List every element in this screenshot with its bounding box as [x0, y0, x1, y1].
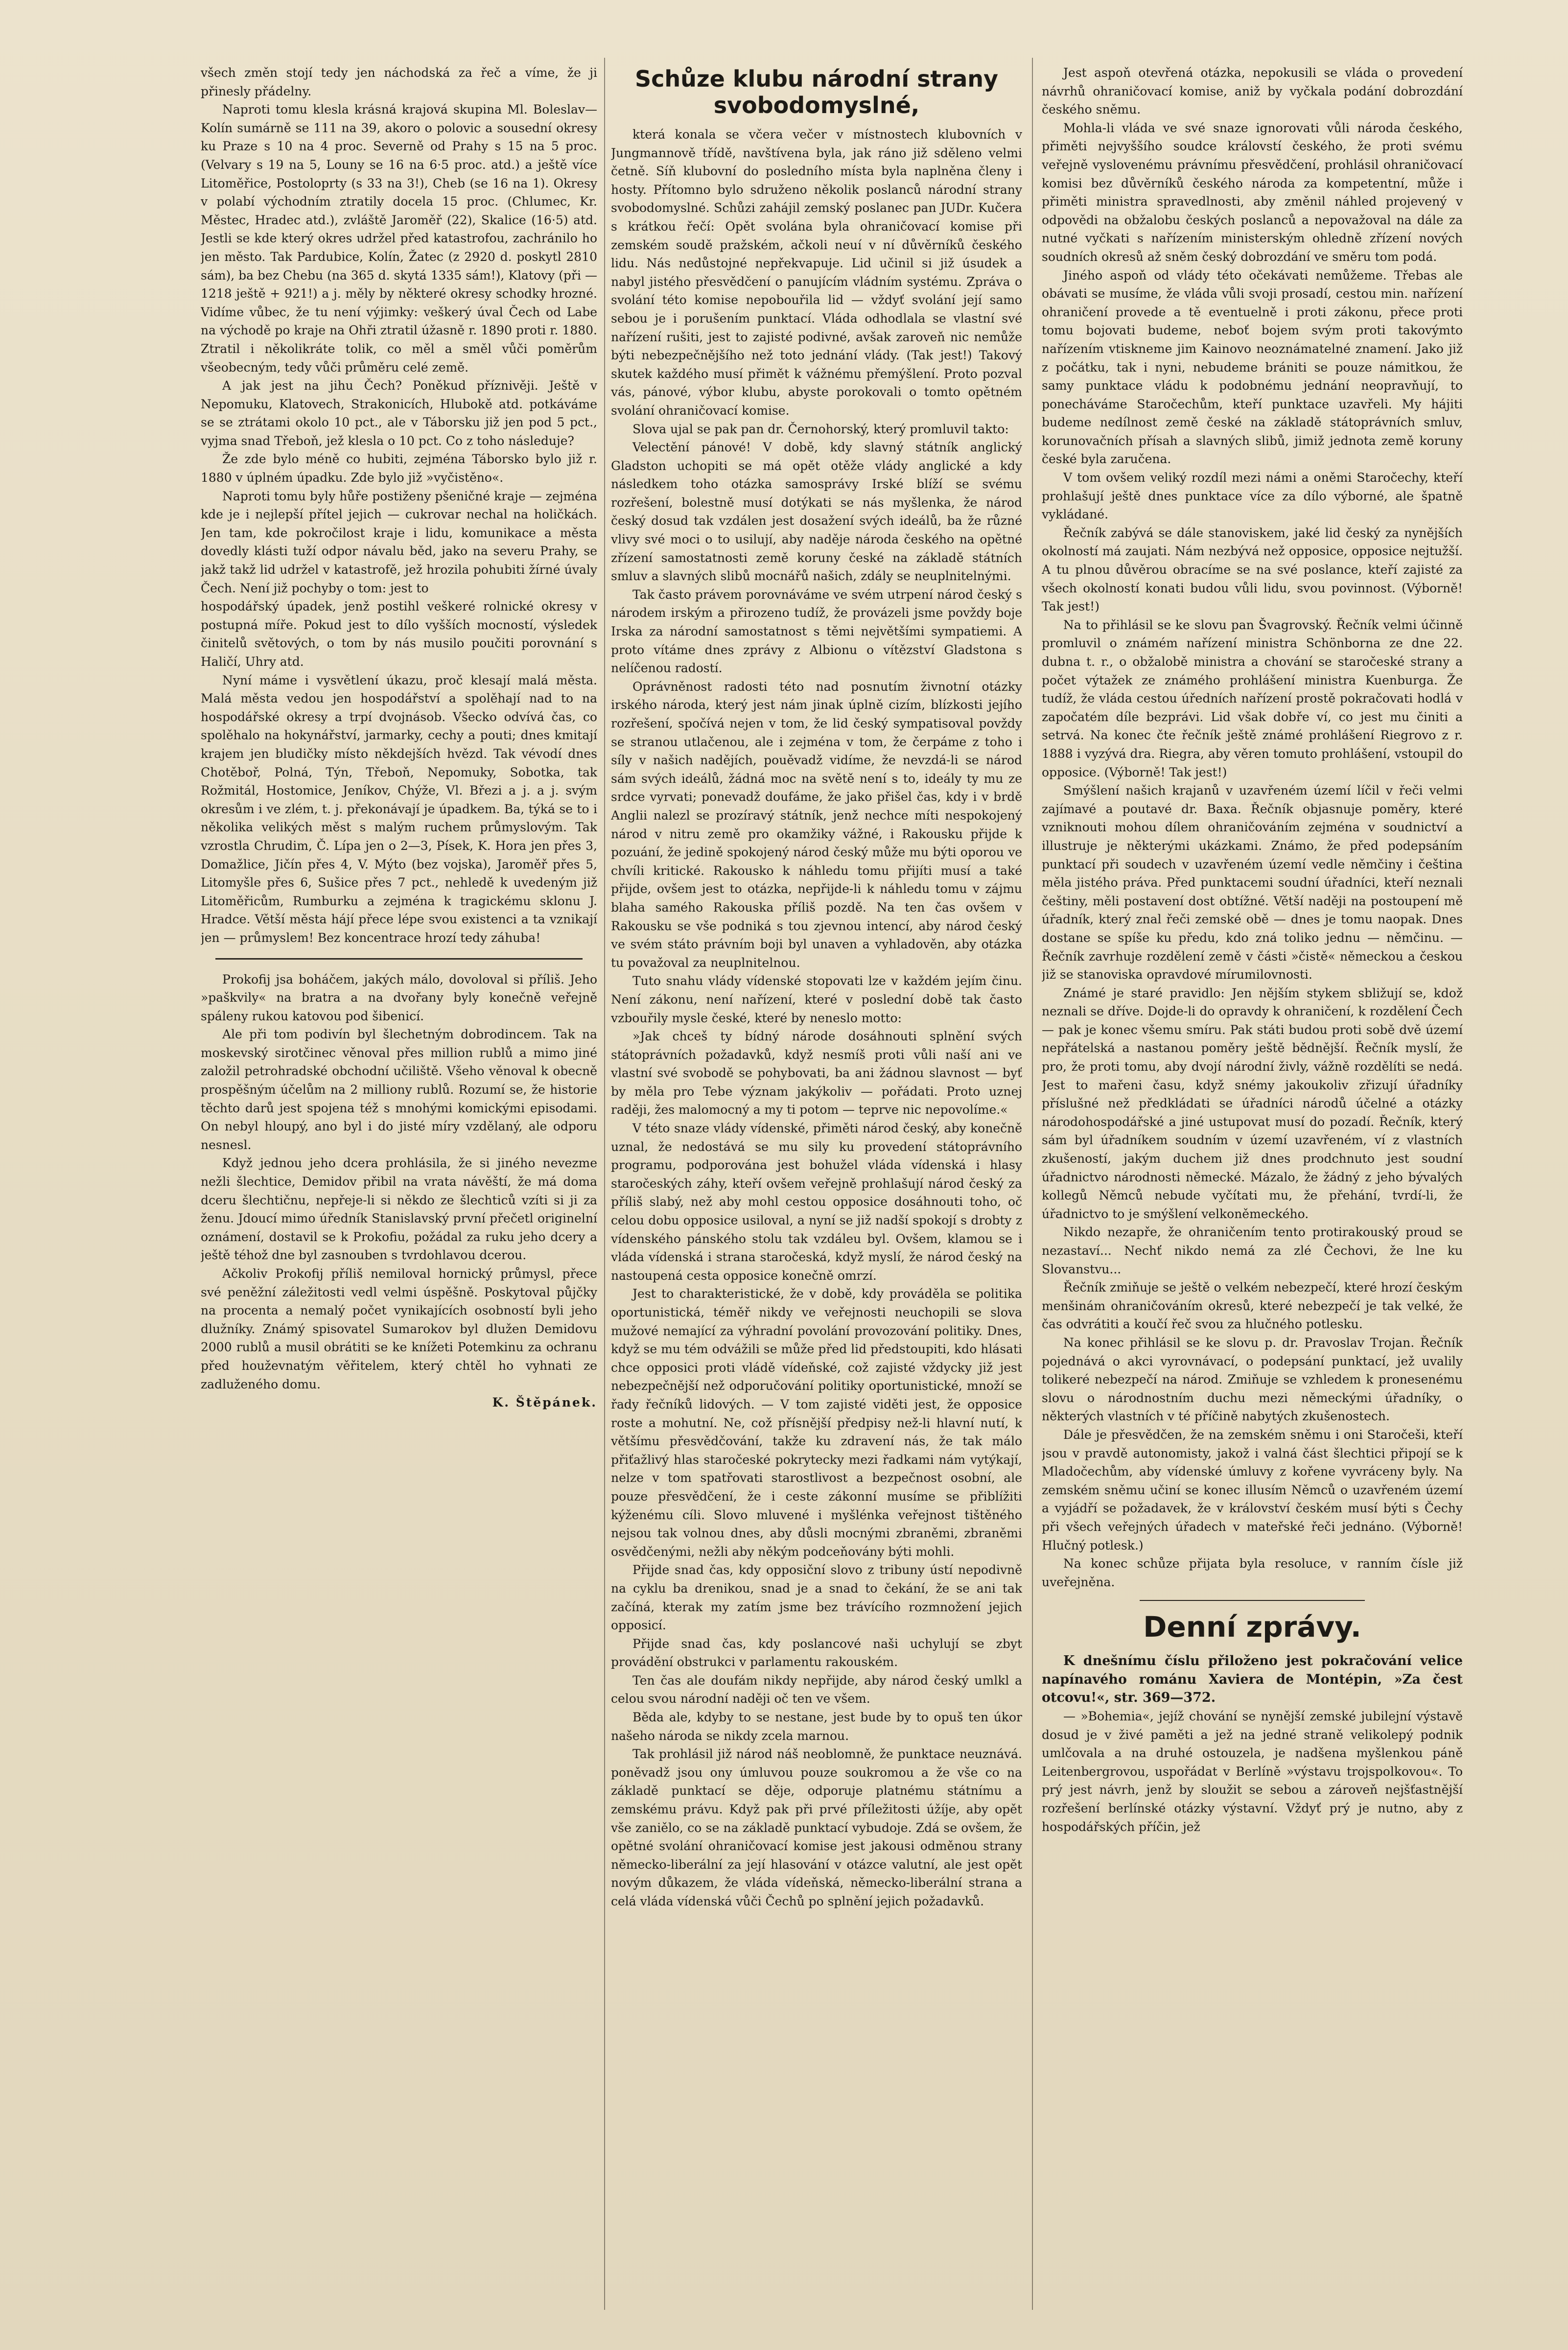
paragraph: Prokofij jsa boháčem, jakých málo, dovoloval si příliš. Jeho »paškvily« na bratra a na dvořany byly konečně veřejně spáleny rukou katovou pod šibenicí. — [201, 972, 597, 1023]
paragraph: všech změn stojí tedy jen náchodská za řeč a víme, že ji přinesly přádelny. — [201, 66, 597, 98]
paragraph: V této snaze vlády vídenské, přiměti národ český, aby konečně uznal, že nedostává se mu sily ku provedení státoprávního programu, podporována jest bohužel vláda vídenská i hlasy staročeských záhy, kteří ovšem veřejně prohlašují národ český za příliš slabý, než aby mohl cestou opposice dosáhnouti toho, oč celou dobu opposice usiloval, a nyní se již nadší spokojí s drobty z vídenského pánského stolu tak vzdáleu byl. Ovšem, klamou se i vláda vídenská i strana staročeská, když myslí, že národ český na nastoupená cesta opposice konečně omrzí. — [611, 1121, 1022, 1283]
paragraph: V tom ovšem veliký rozdíl mezi námi a oněmi Staročechy, kteří prohlašují ještě dnes punktace více za dílo výborné, ale špatně vykládané. — [1042, 470, 1463, 522]
paragraph: Jiného aspoň od vlády této očekávati nemůžeme. Třebas ale obávati se musíme, že vláda vůli svoji prosadí, cestou min. nařízení ohraničení provede a tě eventuelně i proti zákonu, přece proti tomu bojovati budeme, neboť bojem svým proti takovýmto nařízením vtiskneme jim Kainovo neoznámatelné znamení. Jako již z počátku, tak i nyni, nebudeme brániti se pouze námitkou, že samy punktace vládu k podobnému jednání neopravňují, to ponecháváme Staročechům, kteří punktace uzavřeli. My hájiti budeme nedílnost země české na základě státoprávních smluv, korunovačních přísah a slavných slibů, jimiž jednota země koruny české byla zaručena. — [1042, 268, 1463, 467]
paragraph: Naproti tomu klesla krásná krajová skupina Ml. Boleslav—Kolín sumárně se 111 na 39, akoro o polovic a sousední okresy ku Praze s 10 na 4 proc. Severně od Prahy s 15 na 5 proc. (Velvary s 19 na 5, Louny se 16 na 6·5 proc. atd.) a ještě více Litoměřice, Postoloprty (s 33 na 3!), Cheb (se 16 na 1). Okresy v polabí východním ztratily docela 15 proc. (Chlumec, Kr. Městec, Hradec atd.), zvláště Jaroměř (22), Skalice (16·5) atd. Jestli se kde který okres udržel před katastrofou, zachránilo ho jen město. Tak Pardubice, Kolín, Žatec (z 2920 d. poskytl 2810 sám), ba bez Chebu (na 365 d. skytá 1335 sám!), Klatovy (při — 1218 ještě + 921!) a j. měly by některé okresy schodky hrozné. Vidíme vůbec, že tu není výjimky: veškerý úval Čech od Labe na východě po kraje na Ohři ztratil úžasně r. 1890 proti r. 1880. Ztratil i několikráte tolik, co měl a směl vůči poměrům všeobecným, tedy vůči průměru celé země. — [201, 102, 597, 375]
column-right — [1042, 64, 1463, 2296]
column-left — [201, 64, 597, 2296]
paragraph: Jest aspoň otevřená otázka, nepokusili se vláda o provedení návrhů ohraničovací komise, aniž by vyčkala podání dobrozdání českého sněmu. — [1042, 66, 1463, 117]
quote-paragraph: »Jak chceš ty bídný národe dosáhnouti splnění svých státoprávních požadavků, když nesmíš proti vůli naší ani ve vlastní své svobodě se pohybovati, ba ani žádnou slavnost — byť by měla pro Tebe význam jakýkoliv — pořádati. Proto uznej raději, žes malomocný a my ti potom — teprve nic nepovolíme.« — [611, 1029, 1022, 1117]
paragraph: Přijde snad čas, kdy poslancové naši uchylují se zbyt provádění obstrukci v parlamentu rakouském. — [611, 1636, 1022, 1669]
author-signature: K. Štěpánek. — [492, 1395, 597, 1410]
paragraph: Že zde bylo méně co hubiti, zejména Táborsko bylo již r. 1880 v úplném úpadku. Zde bylo již »vyčistěno«. — [201, 452, 597, 485]
paragraph: Řečník zabývá se dále stanoviskem, jaké lid český za nynějších okolností má zaujati. Nám nezbývá než opposice, opposice nejtužší. A tu plnou důvěrou obracíme se na své poslance, kteří zajisté za všech okolností konati budou vůli lidu, svou povinnost. (Výborně! Tak jest!) — [1042, 525, 1463, 614]
section-headline: Denní zprávy. — [1143, 1610, 1361, 1644]
paragraph: Oprávněnost radosti této nad posnutím živnotní otázky irského národa, který jest nám jinak úplně cizím, blízkosti jejího rozřešení, spočívá nejen v tom, že lid český sympatisoval povždy se stranou utlačenou, ale i zejména v tom, že čerpáme z toho i síly v našich nadějích, pouěvadž vidíme, že nevzdá-li se národ sám svých ideálů, žádná moc na světě není s to, ideály ty mu ze srdce vyrvati; ponevadž doufáme, že jako přišel čas, kdy i v brdě Anglii nalezl se prozíravý státník, jenž nechce míti nespokojený národ v nitru země pro okamžiky vážné, i Rakousku přijde k pozuání, že jedině spokojený národ český může mu býti oporou ve chvíli kritické. Rakousko k náhledu tomu přijíti musí a také přijde, ovšem jest to otázka, nepřijde-li k náhledu tomu v zájmu blaha samého Rakouska příliš pozdě. Na ten čas ovšem v Rakousku se vše podniká s tou zjevnou intencí, aby národ český ve svém státo právním boji byl unaven a vyhladověn, aby otázka tu považoval za neuplnitelnou. — [611, 679, 1022, 970]
paragraph: Dále je přesvědčen, že na zemském sněmu i oni Staročeši, kteří jsou v pravdě autonomisty, jakož i valná část šlechtici připojí se k Mladočechům, aby vídenské úmluvy z kořene vyvráceny byly. Na zemském sněmu učiní se konec illusím Němců o uzavřeném území a vyjádří se požadavek, že v království českém musí býti s Čechy při všech veřejných úřadech v mateřské řeči jednáno. (Výborně! Hlučný potlesk.) — [1042, 1427, 1463, 1552]
paragraph: Smýšlení našich krajanů v uzavřeném území líčil v řeči velmi zajímavé a poutavé dr. Baxa. Řečník objasnuje poměry, které vzniknouti mohou dílem ohraničováním zejména v soudnictví a illustruje je některými ukázkami. Známo, že před podepsáním punktací při soudech v uzavřeném území vedle němčiny i čeština měla jistého práva. Před punktacemi soudní úřadníci, kteří neznali češtiny, měli postavení dost obtížné. Větší naději na postoupení mě úřadník, který znal řeči zemské obě — dnes je tomu naopak. Dnes dostane se spíše ku předu, kdo zná toliko jednu — němčinu. — Řečník zavrhuje rozdělení země v části »čistě« německou a českou již se stanoviska opravdové mírumilovnosti. — [1042, 783, 1463, 982]
paragraph: Tak často právem porovnáváme ve svém utrpení národ český s národem irským a přirozeno tudíž, že provázeli jsme povždy boje Irska za národní samostatnost s těmi největšími sympatiemi. A proto vítáme dnes zprávy z Albionu o vítězství Gladstona s nelíčenou radostí. — [611, 587, 1022, 676]
paragraph: Nikdo nezapře, že ohraničením tento protirakouský proud se nezastaví... Nechť nikdo nemá za zlé Čechovi, že lne ku Slovanstvu... — [1042, 1225, 1463, 1276]
paragraph: Ale při tom podivín byl šlechetným dobrodincem. Tak na moskevský sirotčinec věnoval přes million rublů a mimo jiné založil petrohradské obchodní učiliště. Všeho věnoval k obecně prospěšným účelům na 2 milliony rublů. Rozumí se, že historie těchto darů jest spojena též s mnohými komickými episodami. On nebyl hloupý, ano byl i do jisté míry vzdělaný, ale odporu nesnesl. — [201, 1027, 597, 1152]
paragraph: A jak jest na jihu Čech? Poněkud příznivěji. Ještě v Nepomuku, Klatovech, Strakonicích, Hlubokě atd. potkáváme se se ztrátami okolo 10 pct., ale v Táborsku již jen pod 5 pct., vyjma snad Třeboň, jež klesla o 10 pct. Co z toho následuje? — [201, 378, 597, 448]
paragraph: Na to přihlásil se ke slovu pan Švagrovský. Řečník velmi účinně promluvil o známém nařízení ministra Schönborna ze dne 22. dubna t. r., o obžalobě ministra a chování se staročeské strany a počet výtažek ze známého prohlášení ministra Kuenburga. Že tudíž, že vláda cestou úředních nařízení prostě pokračovati hodlá v započatém díle bezprávi. Lid však dobře ví, co jest mu činiti a setrvá. Na konec čte řečník ještě známé prohlášení Riegrovo z r. 1888 i vyzývá dra. Riegra, aby věren tomuto prohlášení, vstoupil do opposice. (Výborně! Tak jest!) — [1042, 617, 1463, 779]
paragraph: Jest to charakteristické, že v době, kdy prováděla se politika oportunistická, téměř nikdy ve veřejnosti neuchopili se slova mužové nemající za výhradní povolání provozování politiky. Dnes, když se mu tém odvážili se může před lid předstoupiti, kdo hlásati chce opposici proti vládě vídeňské, což zajisté vždycky již jest nebezpečnější než odporučování politiky oportunistické, množí se řady řečníků lidových. — V tom zajisté viděti jest, že opposice roste a mohutní. Ne, což přísnější předpisy než-li hlavní nutí, k většímu přesvědčování, takže ku zdravení nás, že tak málo přiťažlivý hlas staročeské pokrytecky mezi řadkami nám vytýkají, nelze v tom spatřovati starostlivost a bezpečnost osobní, ale pouze přesvědčení, že i ceste zákonní musíme se přiblížiti kýženému cíli. Slovo mluvené i myšlénka veřejnost tištěného nejsou tak volnou dnes, aby důsli mocnými zbraněmi, zbraněmi osvědčenými, nežli aby někým podceňovány býti mohli. — [611, 1287, 1022, 1559]
paragraph: Známé je staré pravidlo: Jen nějším stykem sbližují se, kdož neznali se dříve. Dojde-li do opravdy k ohraničení, k rozdělení Čech — pak je konec všemu smíru. Pak státi budou proti sobě dvě území nepřátelská a nastanou poměry ještě bědnější. Řečník myslí, že pro, že proti tomu, aby dvojí národní živly, vážně rozdělíti se nedá. Jest to mařeni času, když snémy jakoukoliv zřizují úřadníky příslušné než předkládati se úřadníci národů účelné a otázky národohospodářské a jiné ustupovat musí do pozadí. Řečník, který sám byl úřadníkem soudním v území uzavřeném, ví z vlastních zkušeností, jakým duchem již dnes prodchnuto jest soudní úřadnictvo národnosti německé. Mázalo, že žádný z jeho bývalých kollegů Němců nebude vyčítati mu, že přehání, tvrdí-li, že úřadnictvo to je smýšlení velkoněmeckého. — [1042, 986, 1463, 1221]
column-middle — [611, 64, 1022, 2296]
paragraph: Když jednou jeho dcera prohlásila, že si jiného nevezme nežli šlechtice, Demidov přibil na vrata návěští, že má doma dceru šlechtičnu, nepřeje-li si někdo ze šlechticů vzíti si ji za ženu. Jdoucí mimo úředník Stanislavský první přečetl originelní oznámení, dostavil se k Prokofiu, požádal za ruku jeho dcery a ještě téhož dne byl zasnouben s tvrdohlavou dcerou. — [201, 1156, 597, 1263]
paragraph: Tuto snahu vlády vídenské stopovati lze v každém jejím činu. Není zákonu, není nařízení, které v poslední době tak často vzbouřily mysle české, které by neneslo motto: — [611, 974, 1022, 1025]
paragraph: — »Bohemia«, jejíž chování se nynější zemské jubilejní výstavě dosud je v živé paměti a jež na jedné straně velikolepý podnik umlčovala a na druhé ostouzela, je nadšena myšlenkou páně Leitenbergrovou, uspořádat v Berlíně »výstavu trojspolkovou«. To prý jest návrh, jenž by sloužit se sebou a zároveň nejšťastnější rozřešení berlínské otázky výstavní. Vždyť prý je nutno, aby z hospodářských příčin, jež — [1042, 1709, 1463, 1834]
paragraph: Řečník zmiňuje se ještě o velkém nebezpečí, které hrozí českým menšinám ohraničováním okresů, které nebezpečí je tak velké, že čas odvrátiti a koučí řeč svou za hlučného potlesku. — [1042, 1280, 1463, 1332]
paragraph: Ačkoliv Prokofij příliš nemiloval hornický průmysl, přece své peněžní záležitosti vedl velmi úspěšně. Poskytoval půjčky na procenta a nemalý počet vynikajících osobností byli jeho dlužníky. Známý spisovatel Sumarokov byl dlužen Demidovu 2000 rublů a musil obrátiti se ke knížeti Potemkinu za ochranu před houževnatým věřitelem, který chtěl ho vyhnati ze zadluženého domu. — [201, 1267, 597, 1391]
paragraph: Tak prohlásil již národ náš neoblomně, že punktace neuznává. poněvadž jsou ony úmluvou pouze soukromou a že vše co na základě punktací se děje, odporuje platnému státnímu a zemskému právu. Když pak při prvé příležitosti úžíje, aby opět vše zaniělo, co se na základě punktací vybudoje. Zdá se ovšem, že opětné svolání ohraničovací komise jest jakousi odměnou strany německo-liberální za její hlasování v otázce valutní, ale jest opět novým důkazem, že vláda vídeňská, německo-liberální strana a celá vláda vídenská vůči Čechů po splnění jejich požadavků. — [611, 1747, 1022, 1908]
paragraph-emphasis: hospodářský úpadek, jenž postihl veškeré rolnické okresy v postupná míře. Pokud jest to dílo vyšších mocností, výsledek činitelů světových, o tom by nás musilo poučiti porovnání s Haličí, Uhry atd. — [201, 599, 597, 669]
paragraph: Mohla-li vláda ve své snaze ignorovati vůli národa českého, přiměti nejvyššího soudce královstí českého, že proti svému veřejně vyslovenému právnímu přesvědčení, prohlásil ohraničovací komisi bez důvěrníků českého národa za kompetentní, může i přiměti ministra spravedlnosti, aby změnil náhled projevený v odpovědi na obžalobu českých poslanců a nepovažoval na dále za nutné vyčkati s nařízením ministerským ohledně zřízení nových soudních okresů až sněm český dobrozdání ve směru tom podá. — [1042, 120, 1463, 264]
paragraph: Ten čas ale doufám nikdy nepřijde, aby národ český umlkl a celou svou národní naději oč ten ve všem. — [611, 1673, 1022, 1706]
paragraph: Naproti tomu byly hůře postiženy pšeničné kraje — zejména kde je i nejlepší přítel jejich — cukrovar nechal na holičkách. Jen tam, kde pokročilost kraje i lidu, komunikace a města dovedly klásti tuží odpor návalu běd, jako na severu Prahy, se jakž takž lid udržel v katastrofě, jež hrozila pohubiti žírné úvaly Čech. Není již pochyby o tom: jest to — [201, 489, 597, 595]
lead-paragraph: K dnešnímu číslu přiloženo jest pokračování velice napínavého románu Xaviera de Montépin, »Za čest otcovu!«, str. 369—372. — [1042, 1653, 1463, 1706]
paragraph: Běda ale, kdyby to se nestane, jest bude by to opuš ten úkor našeho národa se nikdy zcela marnou. — [611, 1710, 1022, 1743]
column-rule — [1032, 58, 1033, 2310]
paragraph: Na konec přihlásil se ke slovu p. dr. Pravoslav Trojan. Řečník pojednává o akci vyrovnávací, o podepsání punktací, jež uvalily tolikeré nebezpečí na národ. Zmiňuje se vzhledem k pronesenému slovu o národnostním duchu mezi německými úřadníky, o některých vlastních v té příčině nabytých zkušenostech. — [1042, 1335, 1463, 1424]
article-headline: Schůze klubu národní strany svobodomyslné, — [634, 66, 999, 118]
paragraph: Na konec schůze přijata byla resoluce, v ranním čísle již uveřejněna. — [1042, 1556, 1463, 1589]
paragraph: která konala se včera večer v místnostech klubovních v Jungmannově třídě, navštívena byla, jak ráno již sděleno velmi četně. Síň klubovní do posledního místa byla naplněna členy i hosty. Přítomno bylo sdruženo několik poslanců národní strany svobodomyslné. Schůzi zahájil zemský poslanec pan JUDr. Kučera s krátkou řečí: Opět svolána byla ohraničovací komise při zemském soudě pražském, ačkoli neuí v ní důvěrníků českého lidu. Nás nedůstojné nepřekvapuje. Lid učinil si již úsudek a nabyl jistého přesvědčení o panujícím vládním systému. Zpráva o svolání této komise nepobouřila lid — vždyť svolání její samo sebou je i porušením punktací. Vláda odhodlala se vlastní své nařízení rušiti, jest to zajisté podivné, avšak zaroveň nic nemůže býti nebezpečnějšího než toto jednání vlády. (Tak jest!) Takový skutek každého musí přimět k vážnému přemýšlení. Proto pozval vás, pánové, výbor klubu, abyste porokovali o tomto opětném svolání ohraničovací komise. — [611, 127, 1022, 418]
paragraph: Slova ujal se pak pan dr. Černohorský, který promluvil takto: — [632, 422, 1009, 436]
column-rule — [604, 58, 605, 2310]
section-separator — [1140, 1600, 1365, 1601]
paragraph: Přijde snad čas, kdy opposiční slovo z tribuny ústí nepodivně na cyklu ba drenikou, snad je a snad to čekání, že se ani tak začíná, kterak my zatím jsme bez trávícího rozmnožení jejich opposicí. — [611, 1563, 1022, 1633]
paragraph: Velectění pánové! V době, kdy slavný státník anglický Gladston uchopiti se má opět otěže vlády anglické a kdy následkem toho otázka samosprávy Irské blíží se svému rozřešení, bolestně musí dotýkati se nás myšlenka, že národ český dosud tak vzdálen jest dosažení svých ideálů, ba že různé vlivy své moci o to usilují, aby naděje národa českého na opětné zřízení samostatnosti země koruny české na základě státních smluv a slavných slibů mocnářů našich, zdály se neuplnitelnými. — [611, 440, 1022, 584]
article-separator — [215, 958, 583, 960]
paragraph: Nyní máme i vysvětlení úkazu, proč klesají malá města. Malá města vedou jen hospodářství a spolěhají nad to na hospodářské okresy a trpí dvojnásob. Všecko odvívá čas, co spolěhalo na hokynářství, jarmarky, cechy a pouti; dnes kmitají krajem jen bludičky místo někdejších hvězd. Tak vévodí dnes Chotěboř, Polná, Týn, Třeboň, Nepomuky, Sobotka, tak Rožmitál, Hostomice, Jeníkov, Chýže, Vl. Březi a j. a j. svým okresům i ve zlém, t. j. překonávají je úpadkem. Ba, týká se to i několika velikých měst s malým ruchem průmyslovým. Tak vzrostla Chrudim, Č. Lípa jen o 2—3, Písek, K. Hora jen přes 3, Domažlice, Jičín přes 4, V. Mýto (bez vojska), Jaroměř přes 5, Litomyšle přes 6, Sušice přes 7 pct., nehledě k uvedeným již Litoměřicům, Rumburku a zejména k tragickému sklonu J. Hradce. Větší města hájí přece lépe svou existenci a ta vznikají jen — průmyslem! Bez koncentrace hrozí tedy záhuba! — [201, 673, 597, 945]
